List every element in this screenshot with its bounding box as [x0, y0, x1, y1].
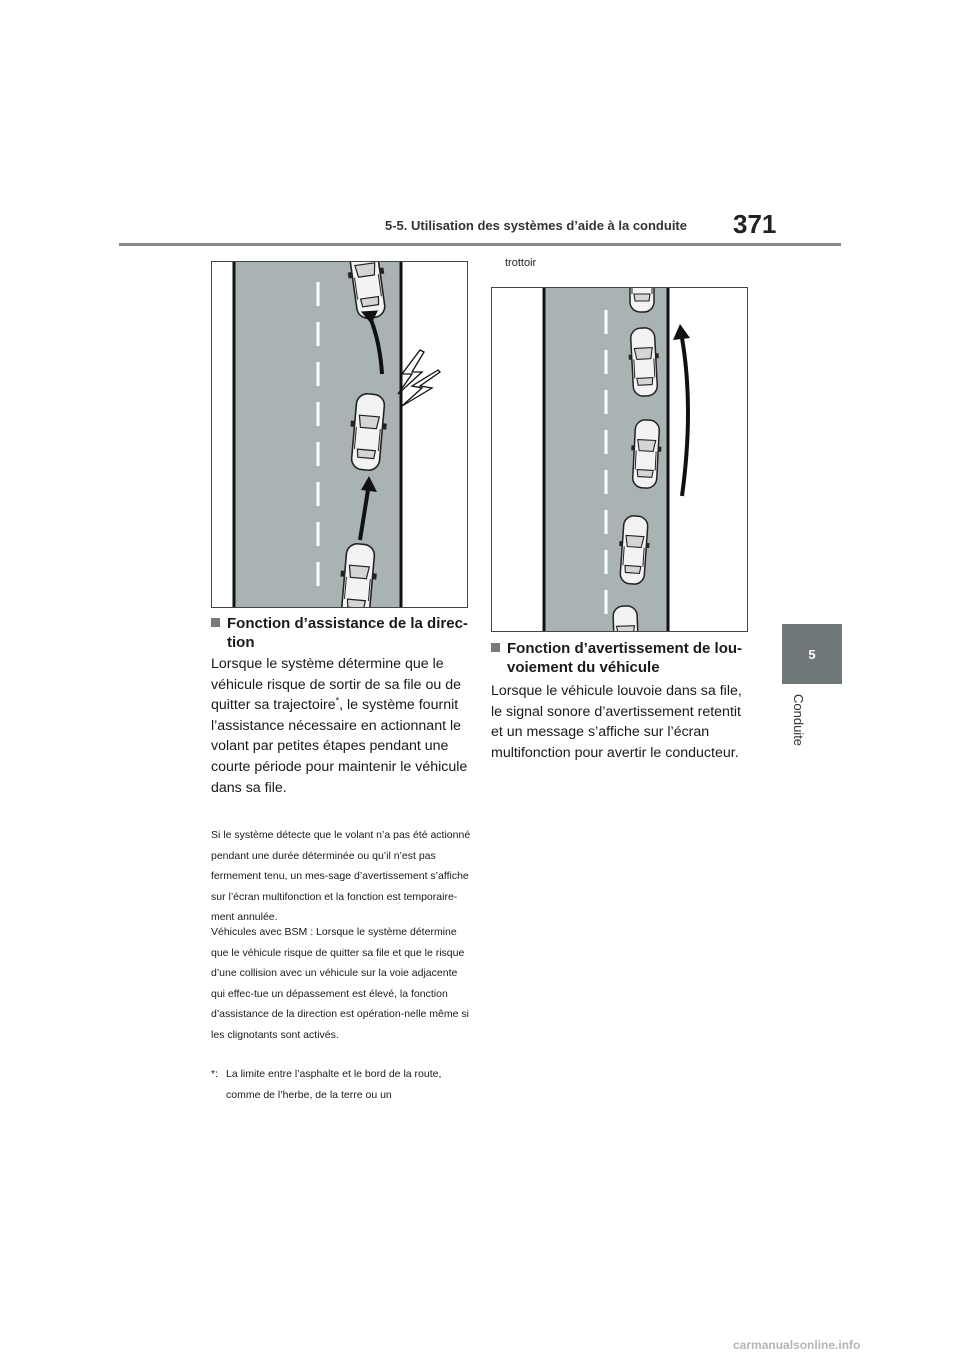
chapter-tab[interactable] [782, 624, 842, 684]
steering-assist-paragraph: Lorsque le système détermine que le véhicule risque de sortir de sa file ou de quitter sa trajectoire*, le système fournit l’assistance nécessaire en actionnant le volant par petites étapes pendant une courte période pour maintenir le véhicule dans sa file. [211, 656, 468, 796]
figure-caption-trottoir: trottoir [505, 257, 537, 269]
steering-note-bsm: Véhicules avec BSM : Lorsque le système détermine que le véhicule risque de quitter sa file et que le risque d’une collision avec un véhicule sur la voie adjacente qui effec-tue un dépassement est élevé, la fonction d’assistance de la direction est opération-nelle même si les clignotants sont activés. [211, 926, 469, 1041]
section-title-steering-assist: Fonction d’assistance de la direc-tion [211, 614, 473, 652]
footnote-reference: * [335, 695, 340, 706]
steering-assist-illustration [211, 261, 468, 608]
section-title-weaving-warning: Fonction d’avertissement de lou-voiement du véhicule [491, 639, 753, 677]
footnote [211, 1064, 473, 1105]
chapter-label: Conduite [791, 694, 806, 747]
chapter-number: 5 [808, 646, 816, 662]
header-divider [119, 243, 841, 246]
steering-note-hands-off: Si le système détecte que le volant n’a pas été actionné pendant une durée déterminée ou qu’il n’est pas fermement tenu, un mes-sage d’avertissement s’affiche sur l’écran multifonction et la fonction est temporaire-ment annulée. [211, 829, 471, 923]
watermark: carmanualsonline.info [733, 1338, 861, 1352]
footnote-text: La limite entre l’asphalte et le bord de la route, comme de l’herbe, de la terre ou un [226, 1068, 442, 1101]
section-header: 5-5. Utilisation des systèmes d’aide à la conduite [385, 218, 687, 233]
weaving-warning-paragraph: Lorsque le véhicule louvoie dans sa file, le signal sonore d’avertissement retentit et un message s’affiche sur l’écran multifonction pour avertir le conducteur. [491, 683, 742, 761]
page-number: 371 [733, 209, 777, 239]
footnote-mark: *: [211, 1068, 219, 1080]
weaving-warning-illustration [491, 287, 748, 632]
square-bullet-icon [491, 643, 500, 652]
square-bullet-icon [211, 618, 220, 627]
